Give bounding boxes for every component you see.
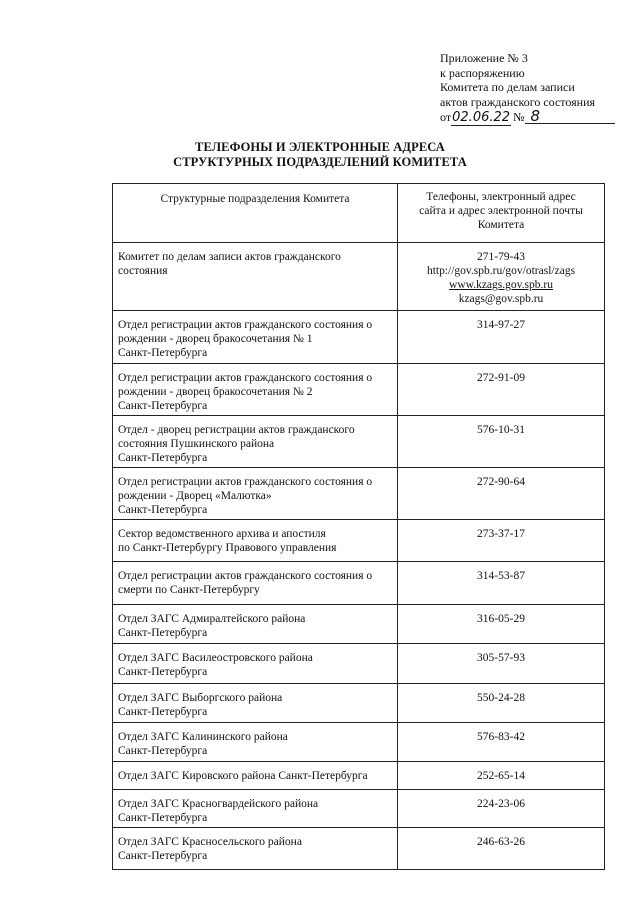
title-line: СТРУКТУРНЫХ ПОДРАЗДЕЛЕНИЙ КОМИТЕТА [173,155,467,169]
name-line: Отдел регистрации актов гражданского состояния о [118,372,373,384]
subdivision-name [113,828,398,870]
appendix-line: Приложение № 3 [440,51,528,65]
name-line: по Санкт-Петербургу Правового управления [118,542,337,554]
name-line: Санкт-Петербурга [118,627,208,639]
phone-number: 576-10-31 [398,416,605,468]
subdivision-name [113,762,398,790]
table-row [113,605,605,644]
subdivision-name [113,416,398,468]
table-row [113,520,605,562]
phone-number: 272-91-09 [398,364,605,416]
name-line: Санкт-Петербурга [118,745,208,757]
name-line: состояния Пушкинского района [118,438,275,450]
name-line: состояния [118,265,168,277]
phone-number: 224-23-06 [398,790,605,828]
header-contacts-line: Телефоны, электронный адрес [426,191,576,203]
phone-number: 272-90-64 [398,468,605,520]
phone-number: 316-05-29 [398,605,605,644]
name-line: Сектор ведомственного архива и апостиля [118,528,326,540]
number-label: № [513,110,525,124]
phone-number: 314-53-87 [398,562,605,605]
appendix-line: к распоряжению [440,65,525,80]
table-row [113,790,605,828]
name-line: Санкт-Петербурга [118,850,208,862]
subdivision-name [113,364,398,416]
name-line: Отдел - дворец регистрации актов гражданского [118,424,355,436]
subdivision-name [113,311,398,364]
title-line: ТЕЛЕФОНЫ И ЭЛЕКТРОННЫЕ АДРЕСА [195,140,445,154]
handwritten-number: 8 [525,109,615,124]
name-line: Отдел регистрации актов гражданского состояния о [118,476,373,488]
phone-number: 314-97-27 [398,311,605,364]
contact-cell [398,243,605,311]
phone-number: 271-79-43 [477,251,525,263]
name-line: смерти по Санкт-Петербургу [118,584,260,596]
order-reference [440,109,620,126]
header-subdivisions-text: Структурные подразделения Комитета [160,193,350,205]
subdivision-name [113,605,398,644]
name-line: Отдел ЗАГС Красногвардейского района [118,798,319,810]
website-url[interactable]: http://gov.spb.ru/gov/otrasl/zags [426,265,576,277]
table-row [113,468,605,520]
phone-number: 305-57-93 [398,644,605,684]
phone-number: 576-83-42 [398,723,605,762]
name-line: рождении - Дворец «Малютка» [118,490,272,502]
name-line: Санкт-Петербурга [118,706,208,718]
name-line: Санкт-Петербурга [118,504,208,516]
phone-number: 246-63-26 [398,828,605,870]
header-contacts-line: сайта и адрес электронной почты [419,205,583,217]
name-line: Санкт-Петербурга [118,400,208,412]
table-row [113,311,605,364]
name-line: Отдел ЗАГС Василеостровского района [118,652,313,664]
name-line: Отдел регистрации актов гражданского состояния о [118,570,373,582]
table-row [113,416,605,468]
name-line: Санкт-Петербурга [118,666,208,678]
name-line: Отдел ЗАГС Кировского района Санкт-Петербурга [118,770,368,782]
header-contacts [398,184,605,243]
name-line: Санкт-Петербурга [118,347,208,359]
table-row [113,723,605,762]
document-title [0,140,640,170]
appendix-line: Комитета по делам записи [440,80,575,94]
contacts-table [112,183,605,870]
subdivision-name [113,684,398,723]
appendix-block [440,51,620,126]
subdivision-name [113,644,398,684]
subdivision-name [113,790,398,828]
table-row [113,684,605,723]
name-line: Отдел регистрации актов гражданского состояния о [118,319,373,331]
table-row [113,762,605,790]
site-link[interactable]: www.kzags.gov.spb.ru [449,279,553,291]
handwritten-date: 02.06.22 [452,110,511,125]
name-line: Отдел ЗАГС Калининского района [118,731,288,743]
header-contacts-line: Комитета [477,219,525,231]
table-row [113,644,605,684]
appendix-line: актов гражданского состояния [440,94,596,109]
subdivision-name [113,520,398,562]
ot-label: от [440,110,452,124]
name-line: Комитет по делам записи актов гражданского [118,251,341,263]
table-row [113,364,605,416]
name-line: рождении - дворец бракосочетания № 2 [118,386,313,398]
subdivision-name [113,243,398,311]
table-row-committee [113,243,605,311]
table-header-row [113,184,605,243]
subdivision-name [113,468,398,520]
name-line: рождении - дворец бракосочетания № 1 [118,333,313,345]
name-line: Санкт-Петербурга [118,812,208,824]
name-line: Санкт-Петербурга [118,452,208,464]
name-line: Отдел ЗАГС Адмиралтейского района [118,613,306,625]
subdivision-name [113,723,398,762]
header-subdivisions [113,184,398,243]
subdivision-name [113,562,398,605]
table-row [113,562,605,605]
name-line: Отдел ЗАГС Красносельского района [118,836,302,848]
phone-number: 252-65-14 [398,762,605,790]
phone-number: 273-37-17 [398,520,605,562]
phone-number: 550-24-28 [398,684,605,723]
name-line: Отдел ЗАГС Выборгского района [118,692,283,704]
table-row [113,828,605,870]
email-address[interactable]: kzags@gov.spb.ru [458,293,544,305]
